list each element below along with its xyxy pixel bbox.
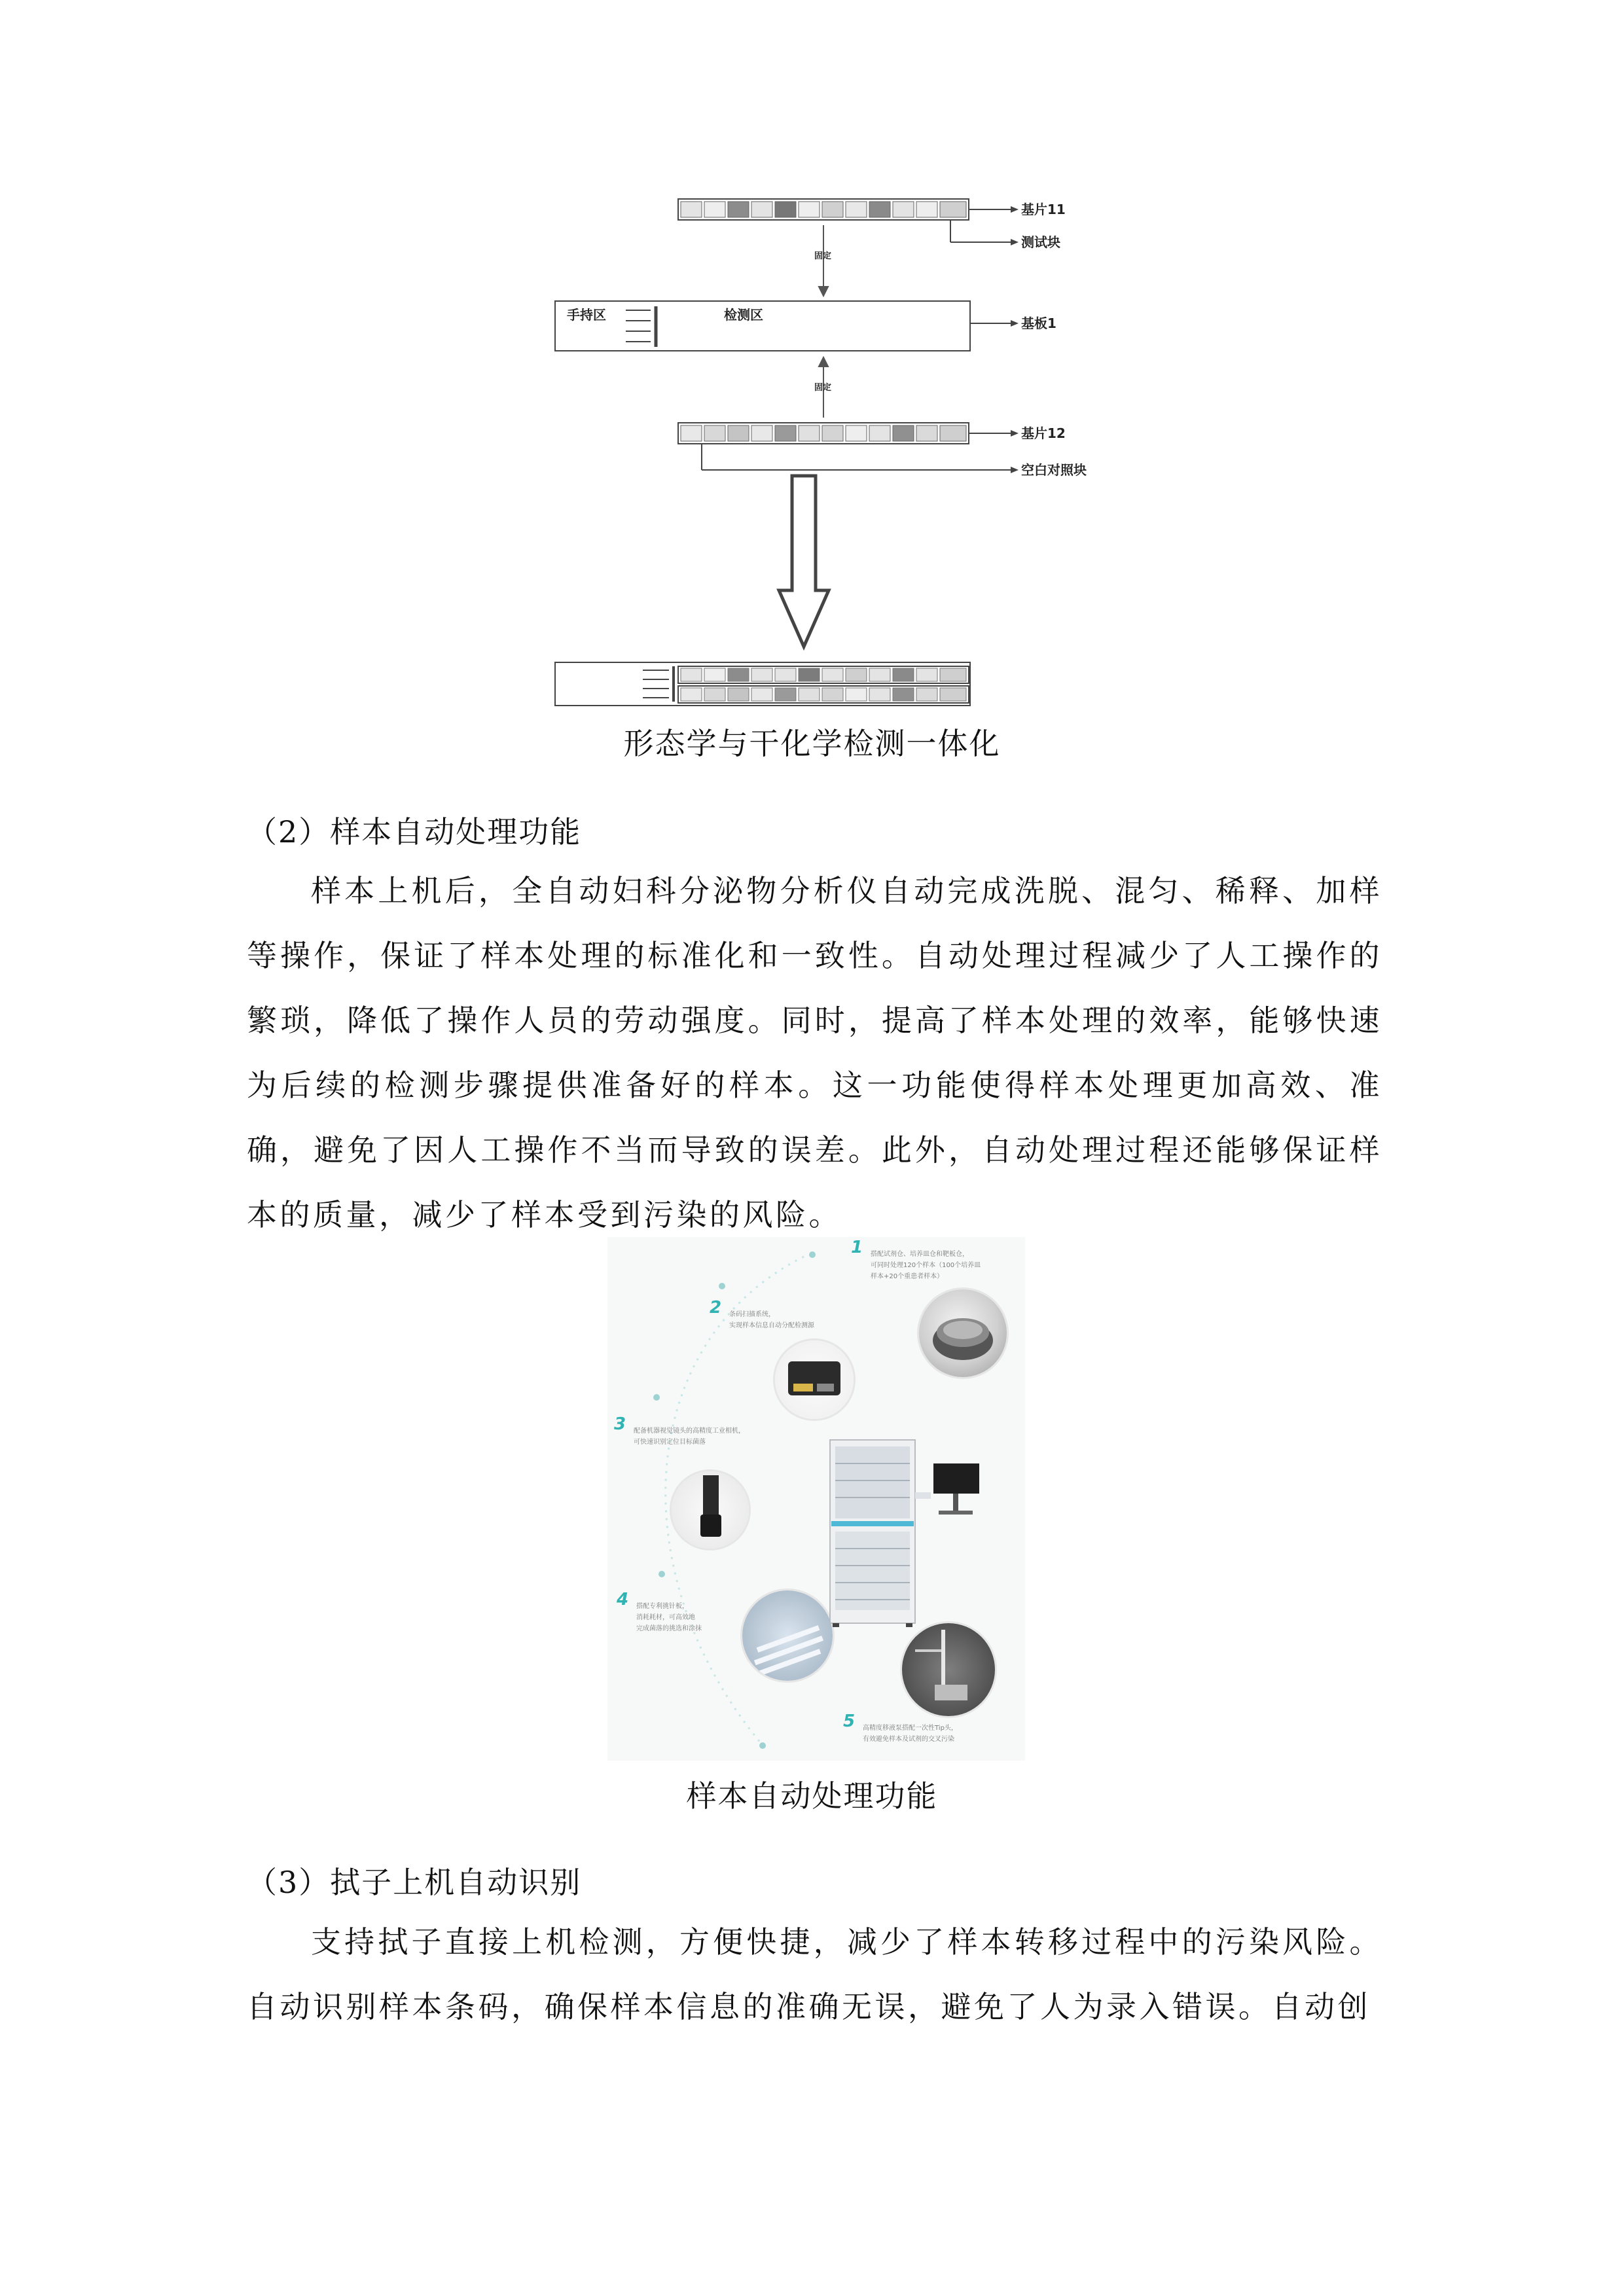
substrate11-cells — [681, 202, 966, 217]
analyzer-instrument — [823, 1433, 1007, 1630]
label-detect-area: 检测区 — [724, 307, 763, 323]
callout-5-line-1: 高精度移液泵搭配一次性Tip头， — [863, 1725, 958, 1732]
section2-heading: （2）样本自动处理功能 — [247, 814, 582, 850]
reagent-tray-photo — [919, 1289, 1007, 1377]
diagram-figure — [541, 185, 1091, 721]
callout-2 — [710, 1298, 814, 1331]
device-figure — [607, 1237, 1025, 1761]
callout-3-number: 3 — [614, 1414, 626, 1434]
callout-2-number: 2 — [710, 1298, 722, 1318]
callout-1-line-3: 样本+20个重患者样本） — [871, 1273, 944, 1280]
label-handle-area: 手持区 — [567, 307, 606, 323]
pipette-photo — [902, 1623, 995, 1716]
substrate12-cells — [681, 425, 966, 441]
barcode-scanner-photo — [775, 1340, 854, 1419]
callout-3-line-1: 配备机器视觉镜头的高精度工业相机， — [634, 1427, 745, 1435]
leader-arrowheads — [1011, 206, 1019, 473]
label-fix-bottom: 固定 — [814, 383, 832, 393]
section3-paragraph-text: 支持拭子直接上机检测，方便快捷，减少了样本转移过程中的污染风险。自动识别样本条码，确保样本信息的准确无误，避免了人为录入错误。自动创 — [247, 1924, 1382, 2024]
callout-1-line-2: 可同时处理120个样本（100个培养皿 — [871, 1262, 981, 1269]
label-blank-block: 空白对照块 — [1021, 462, 1087, 478]
label-substrate11: 基片11 — [1021, 202, 1066, 217]
label-substrate12: 基片12 — [1021, 425, 1066, 441]
integration-diagram — [541, 185, 1091, 721]
label-base-board: 基板1 — [1021, 315, 1056, 331]
callout-2-line-1: 条码扫描系统， — [729, 1311, 775, 1318]
label-fix-top: 固定 — [814, 251, 832, 261]
callout-4-number: 4 — [617, 1590, 629, 1609]
callout-5-line-2: 有效避免样本及试剂的交叉污染 — [863, 1736, 954, 1743]
callout-4-line-1: 搭配专利挑针板， — [636, 1603, 689, 1610]
figure2-caption: 样本自动处理功能 — [686, 1778, 938, 1814]
callout-5 — [843, 1712, 958, 1745]
callout-4 — [617, 1590, 702, 1634]
callout-1 — [851, 1238, 981, 1282]
callout-5-number: 5 — [843, 1712, 856, 1731]
section2-paragraph — [247, 859, 1382, 1247]
section3-paragraph — [247, 1910, 1382, 2039]
callout-4-line-2: 消耗耗材，可高效地 — [636, 1614, 695, 1621]
camera-photo — [672, 1471, 749, 1549]
label-test-block: 测试块 — [1021, 234, 1060, 250]
pick-plate-photo — [742, 1590, 833, 1681]
callout-1-line-1: 搭配试剂仓、培养皿仓和靶板仓， — [871, 1251, 969, 1258]
section2-paragraph-text: 样本上机后，全自动妇科分泌物分析仪自动完成洗脱、混匀、稀释、加样等操作，保证了样本处理的标准化和一致性。自动处理过程减少了人工操作的繁琐，降低了操作人员的劳动强度。同时，提高了样本处理的效率，能够快速为后续的检测步骤提供准备好的样本。这一功能使得样本处理更加高效、准确，避免了因人工操作不当而导致的误差。此外，自动处理过程还能够保证样本的质量，减少了样本受到污染的风险。 — [247, 873, 1382, 1232]
callout-1-number: 1 — [851, 1238, 863, 1257]
callout-4-line-3: 完成菌落的挑选和涂抹 — [636, 1625, 702, 1632]
callout-2-line-2: 实现样本信息自动分配检测源 — [729, 1322, 814, 1329]
section3-heading: （3）拭子上机自动识别 — [247, 1865, 582, 1900]
big-down-arrow — [779, 476, 829, 647]
callout-3-line-2: 可快速识别定位目标菌落 — [634, 1439, 706, 1446]
callout-3 — [614, 1414, 745, 1448]
assembled-cells — [681, 668, 966, 701]
figure1-caption: 形态学与干化学检测一体化 — [623, 726, 1001, 761]
